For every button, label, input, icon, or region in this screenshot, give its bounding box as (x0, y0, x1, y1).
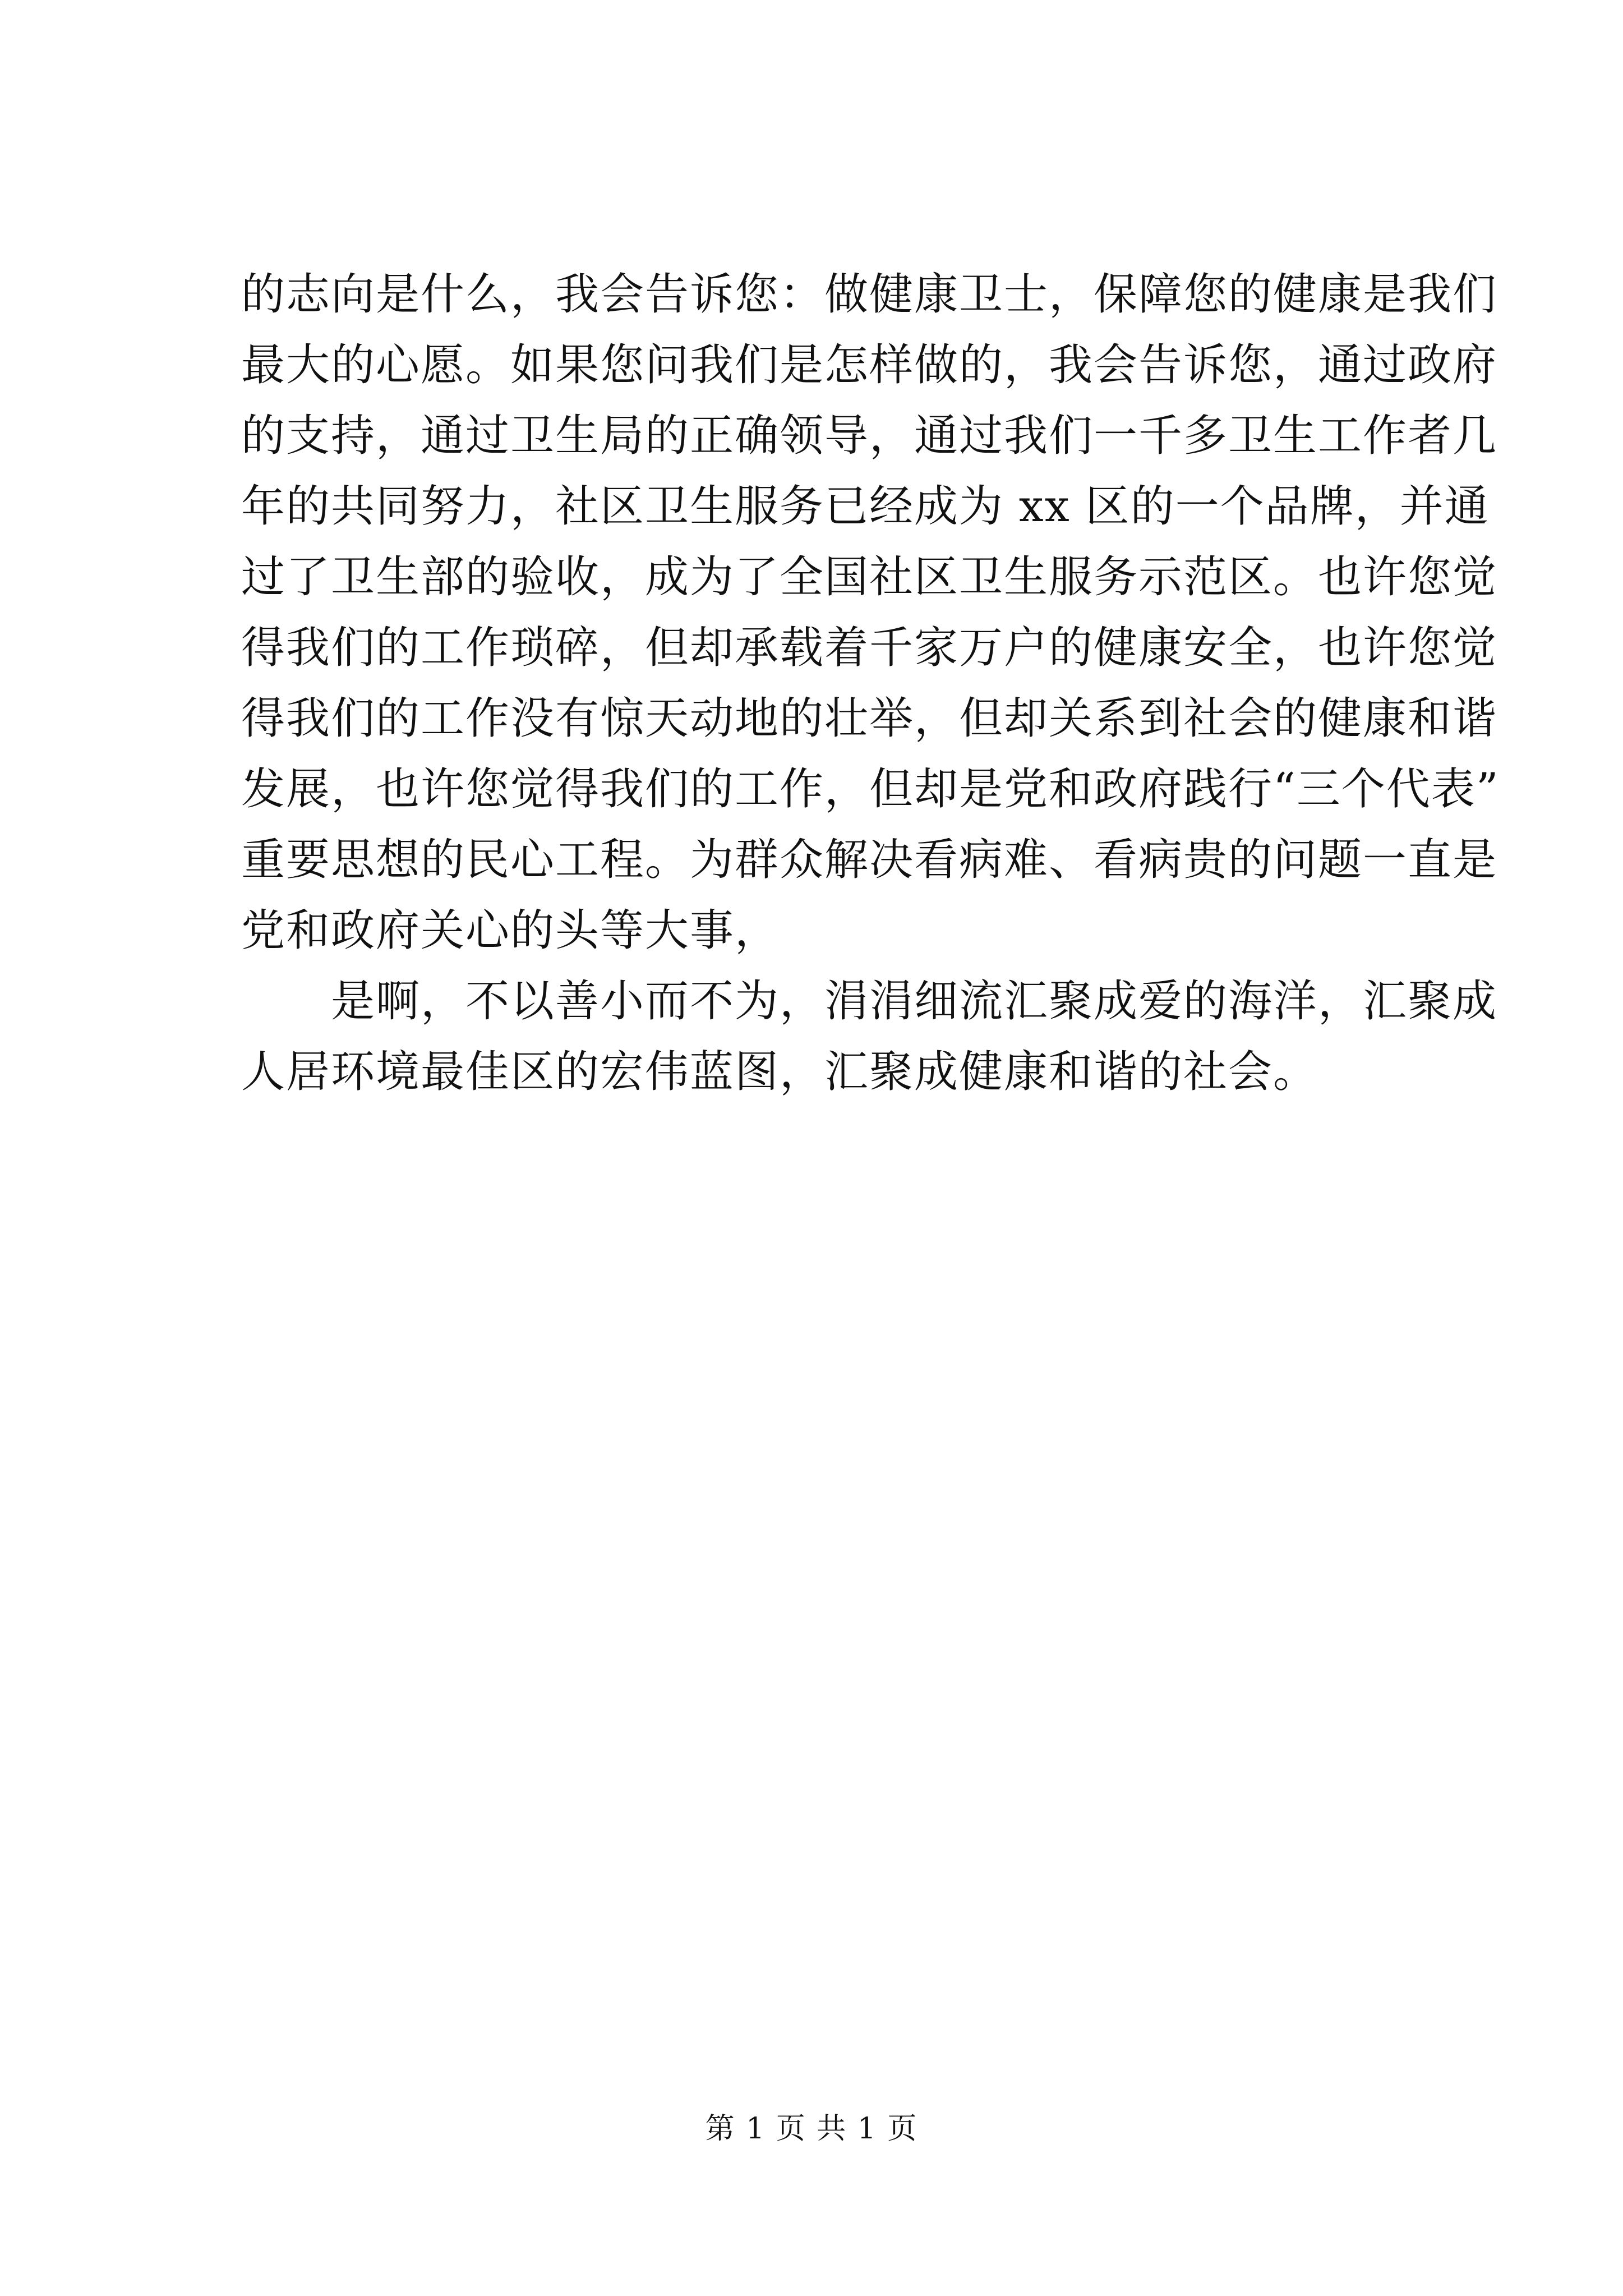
paragraph-1 (241, 259, 1500, 966)
paragraph-line: 的志向是什么，我会告诉您：做健康卫士，保障您的健康是我们 (241, 269, 1498, 320)
paragraph-line: 过了卫生部的验收，成为了全国社区卫生服务示范区。也许您觉 (241, 552, 1498, 602)
paragraph-line: 最大的心愿。如果您问我们是怎样做的，我会告诉您，通过政府 (241, 340, 1498, 390)
paragraph-line: 年的共同努力，社区卫生服务已经成为 xx 区的一个品牌，并通 (241, 481, 1490, 532)
page-number-footer: 第 1 页 共 1 页 (705, 2112, 918, 2146)
paragraph-line: 是啊，不以善小而不为，涓涓细流汇聚成爱的海洋，汇聚成 (331, 976, 1498, 1027)
document-body (241, 259, 1500, 1107)
paragraph-line: 得我们的工作没有惊天动地的壮举，但却关系到社会的健康和谐 (241, 693, 1498, 744)
paragraph-2 (241, 966, 1498, 1107)
paragraph-line: 的支持，通过卫生局的正确领导，通过我们一千多卫生工作者几 (241, 411, 1498, 461)
paragraph-line: 重要思想的民心工程。为群众解决看病难、看病贵的问题一直是 (241, 835, 1498, 885)
paragraph-line: 发展，也许您觉得我们的工作，但却是党和政府践行“三个代表” (241, 764, 1500, 815)
paragraph-line: 人居环境最佳区的宏伟蓝图，汇聚成健康和谐的社会。 (241, 1047, 1318, 1097)
paragraph-line: 党和政府关心的头等大事， (241, 905, 780, 956)
paragraph-line: 得我们的工作琐碎，但却承载着千家万户的健康安全，也许您觉 (241, 623, 1498, 673)
